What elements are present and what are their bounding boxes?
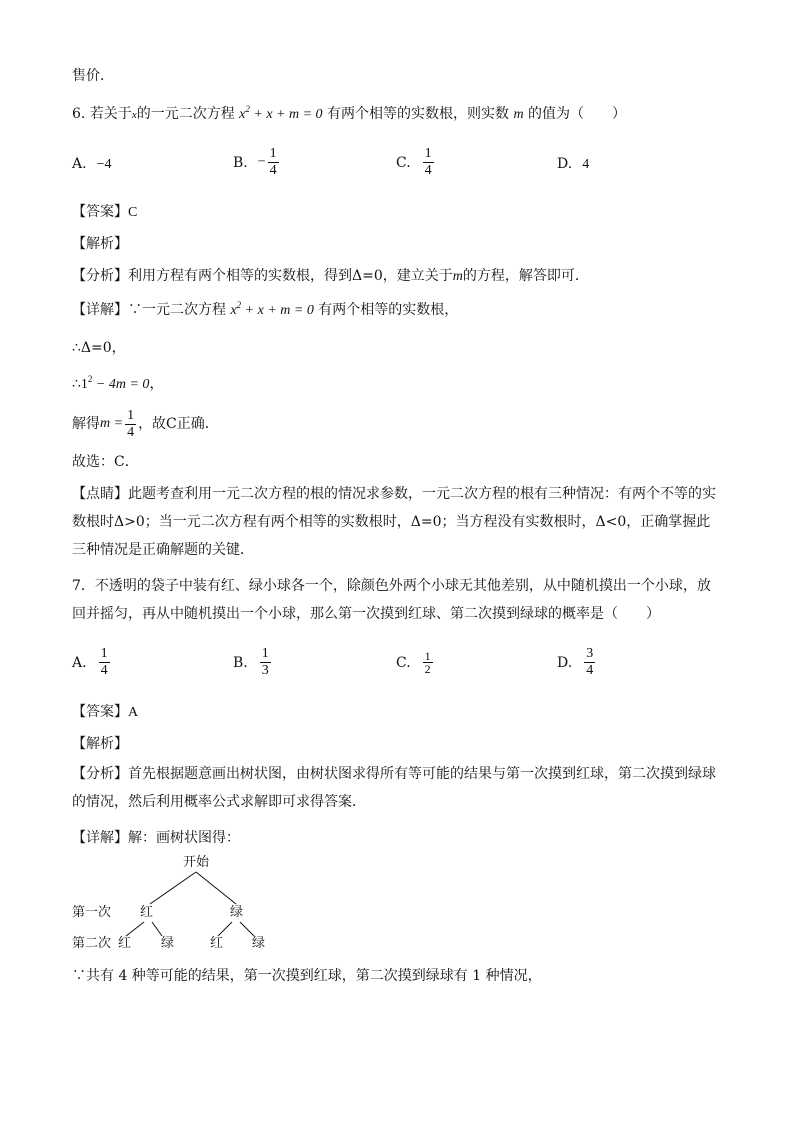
q6-step-1: ∴Δ=0， (72, 340, 126, 356)
q6-option-c: C. $\frac{1}{4}$ (396, 146, 432, 178)
q7-option-c: C. $\frac{1}{2}$ (396, 649, 431, 676)
tree-root: 开始 (183, 855, 210, 870)
q6-var-m: m (513, 107, 524, 122)
tree-l2-green-a: 绿 (161, 936, 175, 951)
q6-stem-a: 若关于 (89, 106, 132, 122)
q7-option-d: D. $\frac{3}{4}$ (557, 646, 594, 678)
q6-step-3: 解得m = $\frac{1}{4}$ ，故C正确． (72, 407, 219, 440)
previous-text-end: 售价． (72, 68, 114, 84)
tree-edge (150, 872, 196, 904)
q7-option-b: B. $\frac{1}{3}$ (233, 646, 269, 678)
tree-diagram (70, 850, 300, 954)
q6-choose: 故选：C． (72, 454, 139, 470)
q6-analysis-tag: 【解析】 (72, 236, 128, 252)
tree-l1-red: 红 (140, 905, 154, 920)
q6-stem-d: 的值为（ ） (528, 106, 627, 122)
tree-l2-green-b: 绿 (252, 936, 266, 951)
q6-stem (72, 104, 626, 125)
q6-step-2: $\therefore 1^2 - 4m = 0$， (72, 374, 164, 392)
q7-detail: 【详解】解：画树状图得： (72, 830, 240, 846)
answer-tag: 【答案】 (72, 204, 128, 220)
tree-edge (240, 922, 254, 936)
q6-option-a: A. −4 (72, 156, 112, 172)
q7-last-line: ∵共有 4 种等可能的结果，第一次摸到红球，第二次摸到绿球有 1 种情况， (72, 968, 542, 984)
tree-l1-green: 绿 (230, 905, 244, 920)
q6-comment: 【点睛】此题考查利用一元二次方程的根的情况求参数，一元二次方程的根有三种情况：有两个不等的实数根时Δ>0；当一元二次方程有两个相等的实数根时，Δ=0；当方程没有实数根时，Δ<0，正确掌握此三种情况是正确解题的关键． (72, 486, 716, 558)
q6-option-b: B. − $\frac{1}{4}$ (233, 146, 277, 178)
q7-analysis-tag: 【解析】 (72, 736, 128, 752)
q6-stem-b: 的一元二次方程 (136, 106, 235, 122)
q6-option-d: D. 4 (557, 156, 590, 172)
q6-equation: $x^2 + x + m = 0$ (239, 104, 323, 122)
q6-number: 6. (72, 106, 86, 122)
tree-edge (126, 922, 144, 936)
q7-fenxi: 【分析】首先根据题意画出树状图，由树状图求得所有等可能的结果与第一次摸到红球，第二次摸到绿球的情况，然后利用概率公式求解即可求得答案． (72, 766, 716, 810)
q7-stem: 7．不透明的袋子中装有红、绿小球各一个，除颜色外两个小球无其他差别，从中随机摸出一个小球，放回并摇匀，再从中随机摸出一个小球，那么第一次摸到红球、第二次摸到绿球的概率是（ ） (72, 578, 711, 622)
q6-stem-c: 有两个相等的实数根，则实数 (327, 106, 509, 122)
tree-l2-red-a: 红 (118, 936, 132, 951)
tree-l2-red-b: 红 (210, 936, 224, 951)
q7-option-a: A. $\frac{1}{4}$ (72, 646, 108, 678)
tree-edge (218, 922, 232, 936)
q7-answer: 【答案】A (72, 704, 139, 720)
tree-row2-label: 第二次 (72, 936, 112, 951)
q6-answer: 【答案】C (72, 204, 138, 220)
tree-edge (152, 922, 162, 936)
tree-row1-label: 第一次 (72, 905, 112, 920)
q6-var-x: x (131, 109, 137, 121)
q6-fenxi: 【分析】利用方程有两个相等的实数根，得到Δ=0，建立关于m的方程，解答即可． (72, 268, 589, 284)
q6-detail: 【详解】∵一元二次方程 $x^2 + x + m = 0$ 有两个相等的实数根， (72, 300, 459, 318)
tree-edge (196, 872, 236, 904)
